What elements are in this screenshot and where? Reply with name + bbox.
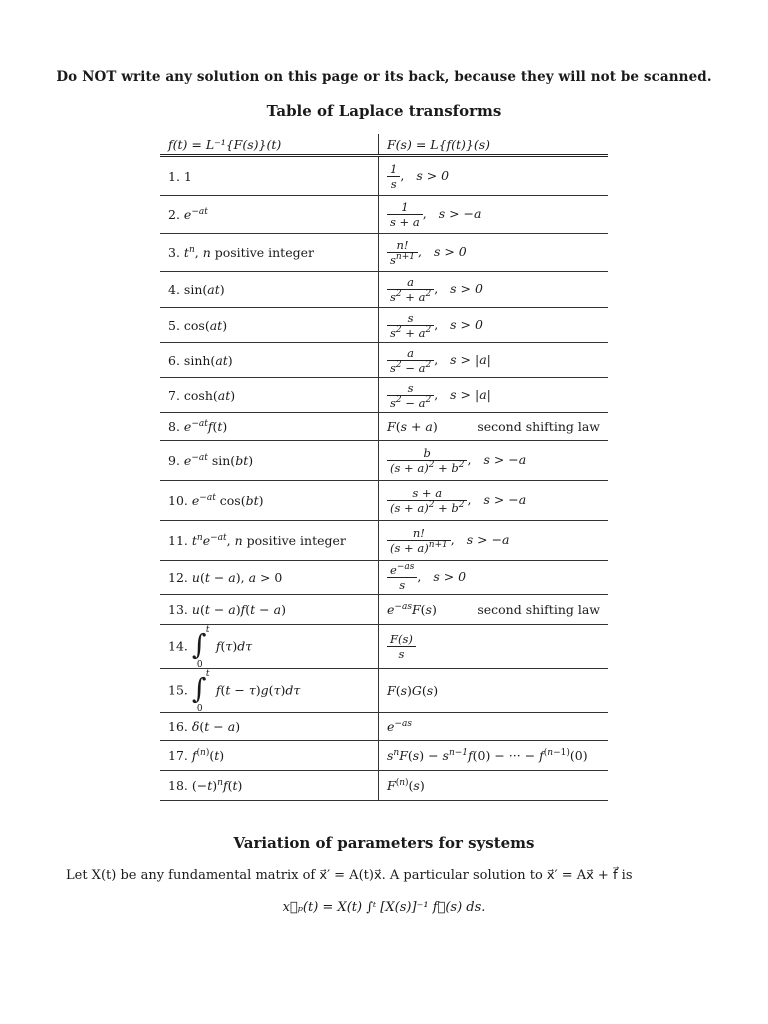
table-header <box>160 134 608 156</box>
paragraph: Let X(t) be any fundamental matrix of x⃗′ = A(t)x⃗. A particular solution to x⃗′ = Ax⃗ + f⃗ is <box>66 868 633 883</box>
table-row: 5. cos(at) $\frac{s}{s^2 + a^2}$ , s > 0 <box>160 308 608 343</box>
table-row: 10. $e^{-at}$ cos(bt) $\frac{s + a}{(s + a)^2 + b^2}$ , s > −a <box>160 481 608 521</box>
notice: Do NOT write any solution on this page or its back, because they will not be scanned. <box>56 69 712 85</box>
header-right: F(s) = L{f(t)}(s) <box>379 134 609 156</box>
table-title: Table of Laplace transforms <box>266 102 502 120</box>
section-title: Variation of parameters for systems <box>233 834 535 852</box>
particular-solution-formula: x⃗ₚ(t) = X(t) ∫ᵗ [X(s)]⁻¹ f⃗(s) ds. <box>282 900 486 915</box>
table-row: 18. $(-t)^nf(t)$ $F^{(n)}(s)$ <box>160 771 608 801</box>
table-row: 13. u(t − a)f(t − a) $e^{-as}F(s)$ second shifting law <box>160 595 608 625</box>
table-row: 8. $e^{-at}f(t)$ F(s + a) second shifting law <box>160 413 608 441</box>
table-row: 7. cosh(at) $\frac{s}{s^2 - a^2}$ , s > |a| <box>160 378 608 413</box>
header-left: f(t) = L⁻¹{F(s)}(t) <box>160 134 379 156</box>
table-row: 1. 1 $\frac{1}{s}$ , s > 0 <box>160 156 608 196</box>
table-row: 16. δ(t − a) $e^{-as}$ <box>160 713 608 741</box>
table-row: 15. ∫ t 0 f(t − τ)g(τ)dτ F(s)G(s) <box>160 669 608 713</box>
table-row: 9. $e^{-at}$ sin(bt) $\frac{b}{(s + a)^2 + b^2}$ , s > −a <box>160 441 608 481</box>
laplace-table <box>160 134 608 801</box>
table-row: 6. sinh(at) $\frac{a}{s^2 - a^2}$ , s > |a| <box>160 343 608 378</box>
table-row: 14. ∫ t 0 f(τ)dτ $\frac{F(s)}{s}$ <box>160 625 608 669</box>
table-row: 12. u(t − a), a > 0 $\frac{e^{-as}}{s}$ , s > 0 <box>160 561 608 595</box>
table-row: 17. $f^{(n)}(t)$ $s^nF(s) - s^{n-1}f(0)$ − ··· − $f^{(n-1)}(0)$ <box>160 741 608 771</box>
table-row: 11. $t^ne^{-at}$, n positive integer $\frac{n!}{(s + a)^{n+1}}$ , s > −a <box>160 521 608 561</box>
table-row: 2. $e^{-at}$ $\frac{1}{s + a}$ , s > −a <box>160 196 608 234</box>
table-row: 3. $t^n$, n positive integer $\frac{n!}{s^{n+1}}$ , s > 0 <box>160 234 608 272</box>
table-row: 4. sin(at) $\frac{a}{s^2 + a^2}$ , s > 0 <box>160 272 608 308</box>
